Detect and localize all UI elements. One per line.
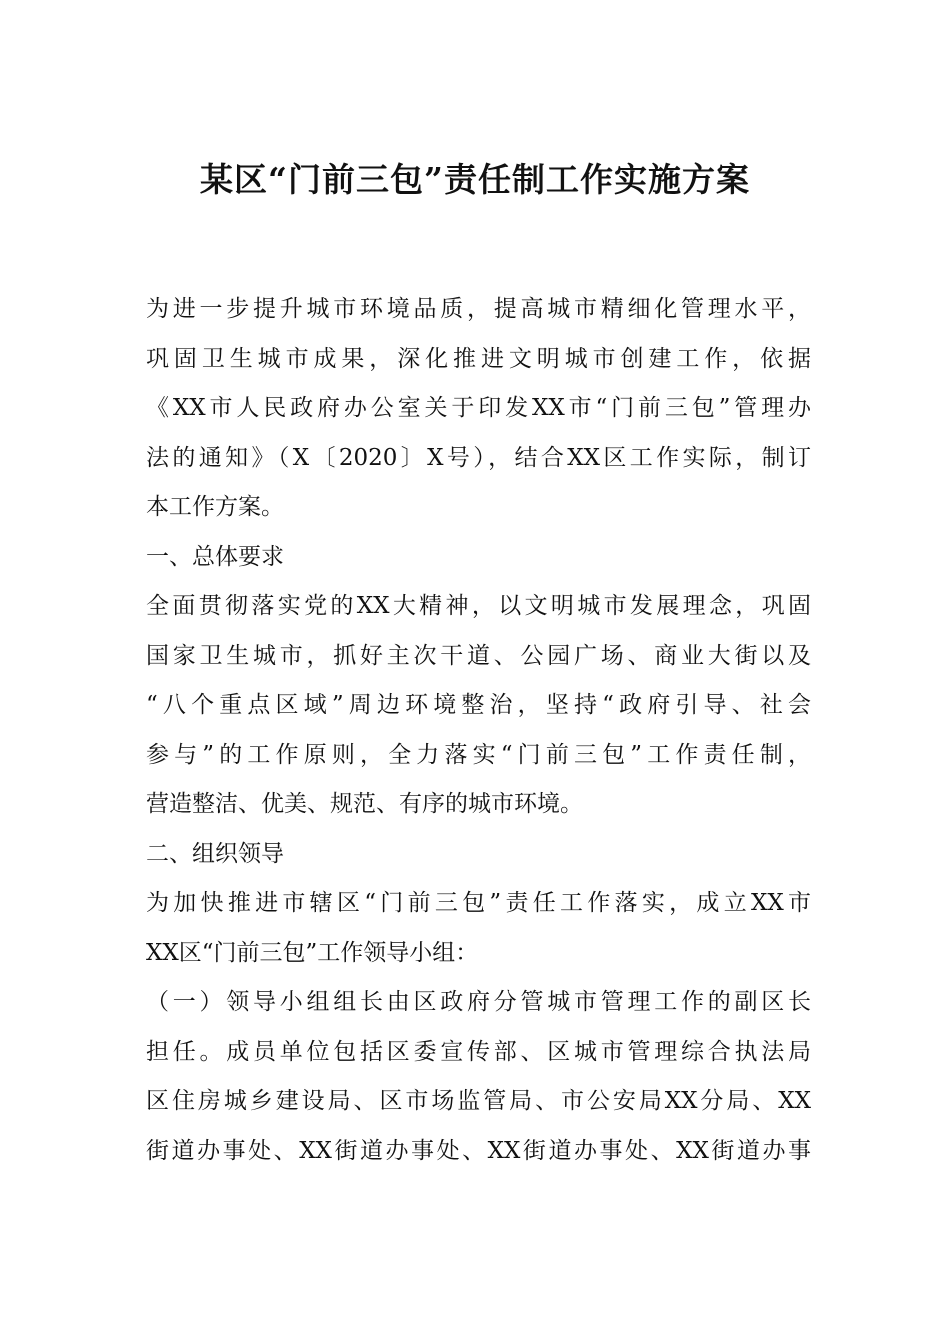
- paragraph-line: 担任。成员单位包括区委宣传部、区城市管理综合执法局: [146, 1038, 811, 1065]
- paragraph-line: 营造整洁、优美、规范、有序的城市环境。: [146, 791, 583, 817]
- section-heading: 一、总体要求: [146, 543, 284, 570]
- paragraph-line: “八个重点区域”周边环境整治，坚持“政府引导、社会: [146, 692, 811, 718]
- document-title: 某区“门前三包”责任制工作实施方案: [200, 160, 750, 199]
- paragraph-line: 国家卫生城市，抓好主次干道、公园广场、商业大街以及: [146, 642, 811, 669]
- paragraph-line: 为进一步提升城市环境品质，提高城市精细化管理水平，: [146, 296, 811, 322]
- paragraph-line: 全面贯彻落实党的XX大精神，以文明城市发展理念，巩固: [146, 593, 811, 619]
- paragraph-line: 为加快推进市辖区“门前三包”责任工作落实，成立XX市: [146, 890, 811, 916]
- paragraph-line: 《XX市人民政府办公室关于印发XX市“门前三包”管理办: [146, 395, 811, 421]
- paragraph-line: 区住房城乡建设局、区市场监管局、市公安局XX分局、XX: [146, 1088, 811, 1114]
- paragraph-line: 本工作方案。: [146, 494, 284, 520]
- paragraph-line: （一）领导小组组长由区政府分管城市管理工作的副区长: [146, 989, 811, 1015]
- paragraph-line: 法的通知》（X〔2020〕X号），结合XX区工作实际，制订: [146, 444, 811, 471]
- paragraph-line: 街道办事处、XX街道办事处、XX街道办事处、XX街道办事: [146, 1137, 811, 1164]
- paragraph-line: XX区“门前三包”工作领导小组：: [146, 939, 479, 966]
- document-body: [146, 285, 811, 1176]
- paragraph-line: 参与”的工作原则，全力落实“门前三包”工作责任制，: [146, 741, 811, 768]
- paragraph-line: 巩固卫生城市成果，深化推进文明城市创建工作，依据: [146, 345, 811, 372]
- section-heading: 二、组织领导: [146, 840, 284, 867]
